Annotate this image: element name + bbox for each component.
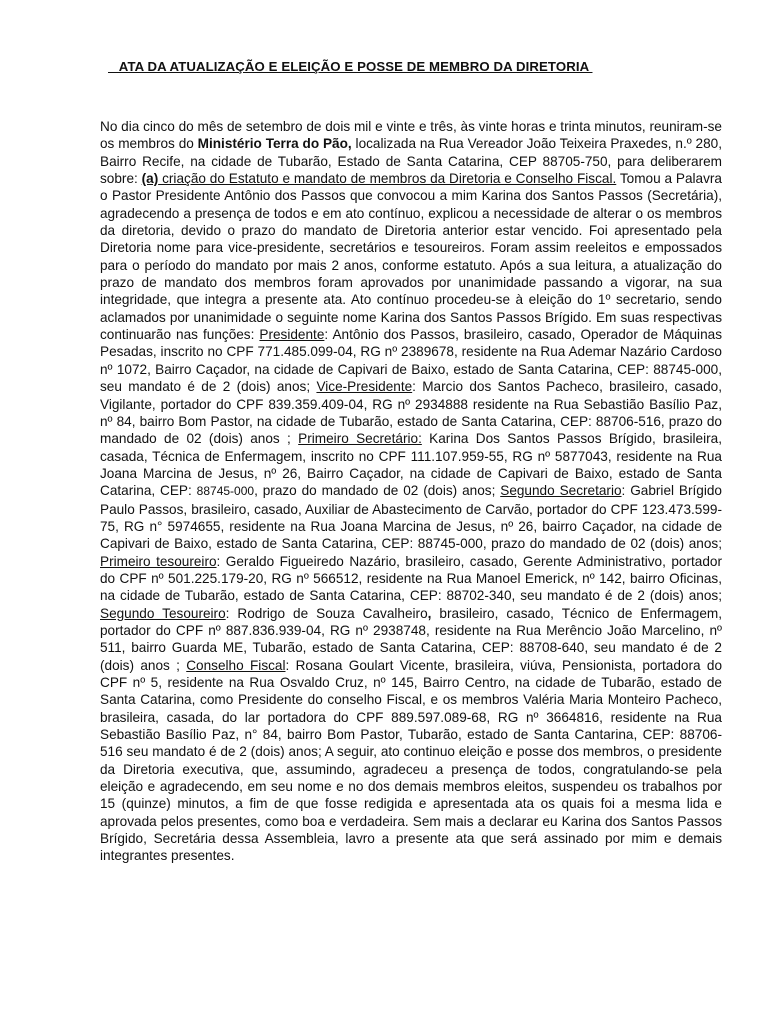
text-run: Conselho Fiscal [186, 657, 286, 673]
text-run: : Gabriel Brígido Paulo Passos, brasileiro, casado, Auxiliar de Abastecimento de Carvão, portador do CPF 123.473.599-75, RG n° 5974655, residente na Rua Joana Marcina de Jesus, nº 26, bairro Caçador, na cidade de Capivari de Baixo, estado de Santa Catarina, CEP: 88745-000, prazo do mandado de 02 (dois) anos; [100, 483, 722, 552]
text-run: 88745-000 [196, 484, 255, 499]
text-run: Primeiro Secretário: [298, 431, 422, 447]
text-run: : Rosana Goulart Vicente, brasileira, viúva, Pensionista, portadora do CPF nº 5, residente na Rua Osvaldo Cruz, nº 145, Bairro Centro, na cidade de Tubarão, estado de Santa Catarina, como Presidente do conselho Fiscal, e os membros Valéria Maria Monteiro Pacheco, brasileira, casada, do lar portadora do CPF 889.597.089-68, RG nº 3664816, residente na Rua Sebastião Basílio Paz, n° 84, bairro Bom Pastor, Tubarão, estado de Santa Cantarina, CEP: 88706-516 seu mandato é de 2 (dois) anos; A seguir, ato continuo eleição e posse dos membros, o presidente da Diretoria executiva, que, assumindo, agradeceu a presença de todos, congratulando-se pela eleição e agradecendo, em seu nome e no dos demais membros eleitos, suspendeu os trabalhos por 15 (quinze) minutos, a fim de que fosse redigida e apresentada ata os quais foi a mesma lida e aprovada pelos presentes, como boa e verdadeira. Sem mais a declarar eu Karina dos Santos Passos Brígido, Secretária dessa Assembleia, lavro a presente ata que será assinado por mim e demais integrantes presentes. [100, 657, 722, 864]
text-run: Primeiro tesoureiro [100, 553, 217, 569]
text-run: : Rodrigo de Souza Cavalheiro [225, 605, 428, 621]
text-run: Segundo Secretario [500, 483, 622, 499]
text-run: , [427, 605, 432, 621]
text-run: Vice-Presidente [316, 379, 413, 395]
text-run: localizada na Rua Vereador João Teixeira Praxedes, n.º 280, Bairro Recife, na cidade de Tubarão, Estado de Santa Catarina, CEP 88705-750, para deliberarem sobre: [100, 136, 722, 187]
document-title: ATA DA ATUALIZAÇÃO E ELEIÇÃO E POSSE DE MEMBRO DA DIRETORIA [108, 59, 593, 74]
text-run: criação do Estatuto e mandato de membros da Diretoria e Conselho Fiscal. [158, 171, 617, 187]
text-run: No dia cinco do mês de setembro de dois mil e vinte e três, às vinte horas e trinta minutos, reuniram-se os membros do [100, 119, 722, 152]
text-run: , prazo do mandado de 02 (dois) anos; [254, 483, 501, 499]
text-run: : Geraldo Figueiredo Nazário, brasileiro, casado, Gerente Administrativo, portador do CPF nº 501.225.179-20, RG nº 566512, residente na Rua Manoel Emerick, nº 142, bairro Oficinas, na cidade de Tubarão, estado de Santa Catarina, CEP: 88702-340, seu mandato é de 2 (dois) anos; [100, 553, 722, 604]
document-body [100, 118, 722, 865]
text-run: (a) [141, 171, 159, 187]
text-run: : Antônio dos Passos, brasileiro, casado, Operador de Máquinas Pesadas, inscrito no CPF 771.485.099-04, RG nº 2389678, residente na Rua Ademar Nazário Cardoso nº 1072, Bairro Caçador, na cidade de Capivari de Baixo, estado de Santa Catarina, CEP: 88745-000, seu mandato é de 2 (dois) anos; [100, 327, 722, 395]
text-run: : Marcio dos Santos Pacheco, brasileiro, casado, Vigilante, portador do CPF 839.359.409-04, RG nº 2934888 residente na Rua Sebastião Basílio Paz, nº 84, bairro Bom Pastor, na cidade de Tubarão, estado de Santa Catarina, CEP: 88706-516, prazo do mandado de 02 (dois) anos ; [100, 379, 722, 447]
text-run: Presidente [259, 327, 325, 343]
text-run: Ministério Terra do Pão, [197, 136, 352, 152]
text-run: Segundo Tesoureiro [100, 605, 226, 621]
text-run: Karina Dos Santos Passos Brígido, brasileira, casada, Técnica de Enfermagem, inscrito no CPF 111.107.959-55, RG nº 5877043, residente na Rua Joana Marcina de Jesus, nº 26, Bairro Caçador, na cidade de Capivari de Baixo, estado de Santa Catarina, CEP: [100, 431, 722, 499]
text-run: brasileiro, casado, Técnico de Enfermagem, portador do CPF nº 887.836.939-04, RG nº 2938748, residente na Rua Merêncio João Marcelino, nº 511, bairro Guarda ME, Tubarão, estado de Santa Catarina, CEP: 88708-640, seu mandato é de 2 (dois) anos ; [100, 605, 722, 673]
text-run: Tomou a Palavra o Pastor Presidente Antônio dos Passos que convocou a mim Karina dos Santos Passos (Secretária), agradecendo a presença de todos e em ato contínuo, explicou a necessidade de alterar o os membros da diretoria, devido o prazo do mandato de Diretoria anterior estar vencido. Foi apresentado pela Diretoria nome para vice-presidente, secretários e tesoureiros. Foram assim reeleitos e empossados para o período do mandato por mais 2 anos, conforme estatuto. Após a sua leitura, a atualização do prazo de mandato dos membros foram aprovados por unanimidade passando a vigorar, na sua integridade, que integra a presente ata. Ato contínuo procedeu-se à eleição do 1º secretario, sendo aclamados por unanimidade o seguinte nome Karina dos Santos Passos Brígido. Em suas respectivas continuarão nas funções: [100, 171, 722, 343]
